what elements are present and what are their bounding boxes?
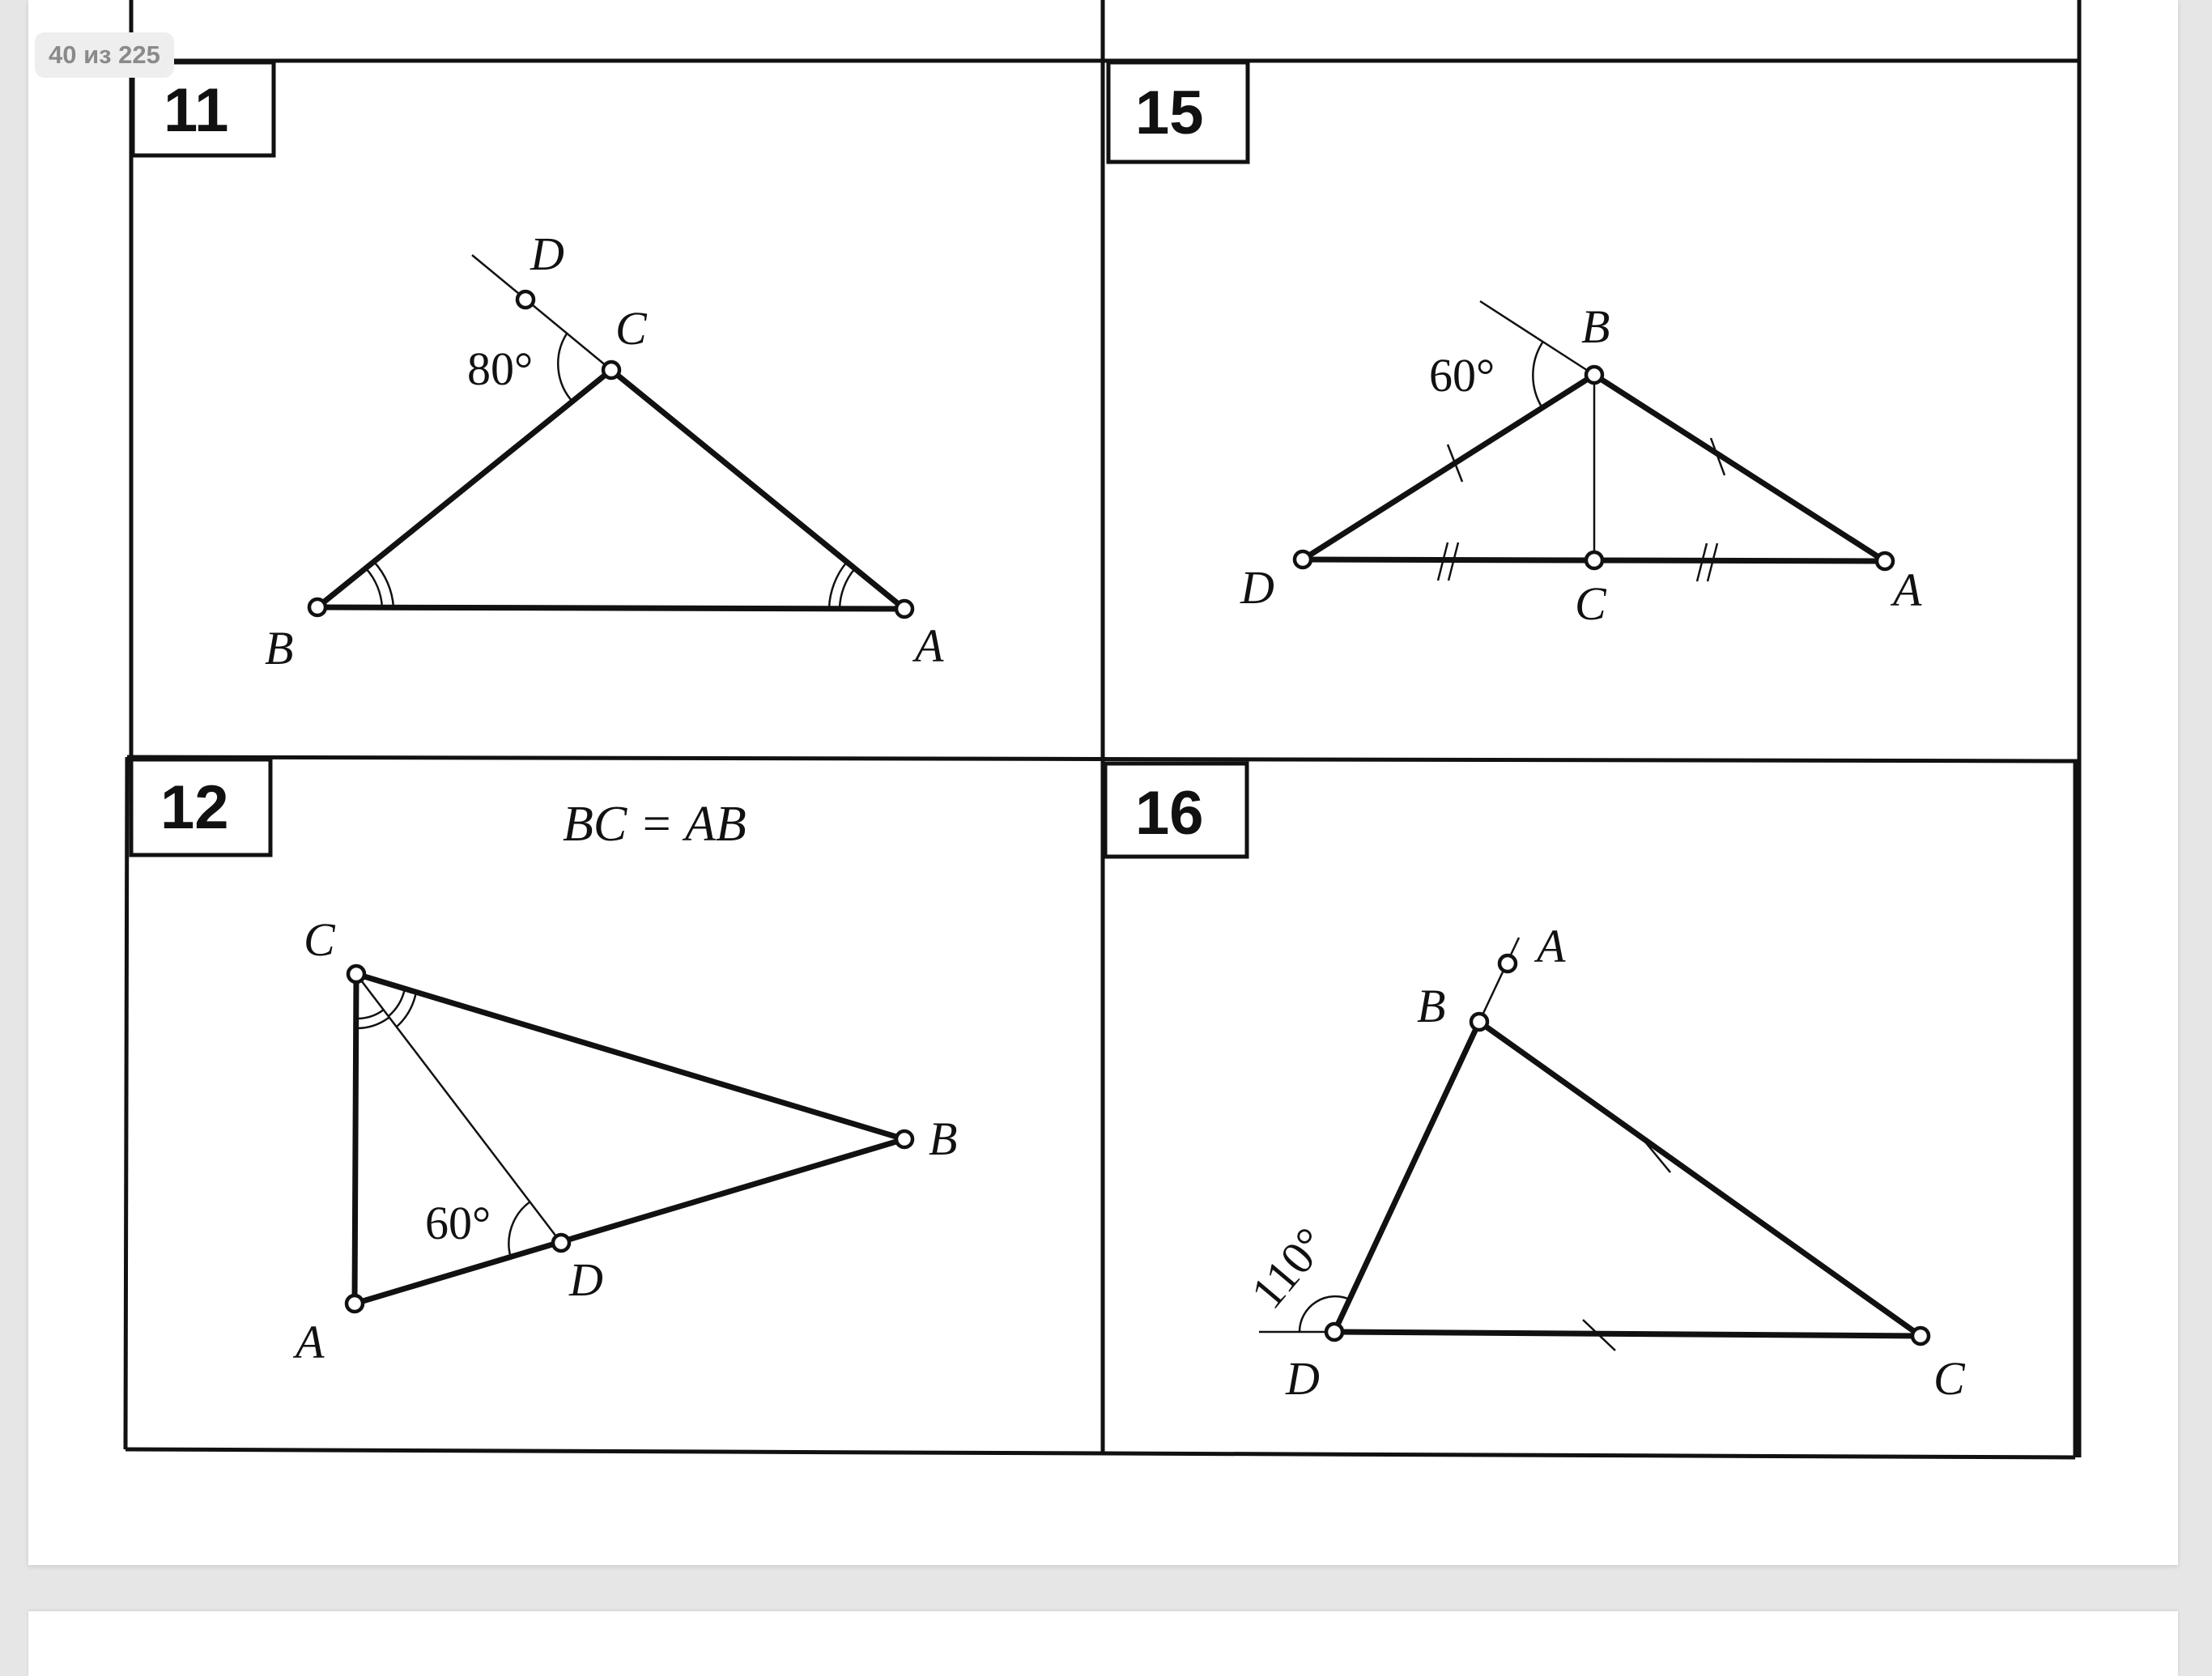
side-ca bbox=[611, 370, 904, 609]
point-d bbox=[1295, 551, 1311, 568]
side-cb bbox=[356, 974, 904, 1139]
label-b: B bbox=[929, 1112, 958, 1165]
point-d bbox=[1326, 1324, 1342, 1340]
point-a bbox=[896, 601, 912, 617]
problem-16 bbox=[1105, 764, 1966, 1405]
angle-arc bbox=[1533, 342, 1542, 408]
label-a: A bbox=[296, 1316, 325, 1368]
point-a bbox=[1499, 955, 1516, 972]
label-a: A bbox=[1537, 920, 1566, 972]
side-ba bbox=[1594, 375, 1885, 561]
label-d: D bbox=[530, 228, 564, 280]
side-db bbox=[1334, 1022, 1479, 1332]
angle-c-arc bbox=[389, 989, 405, 1016]
label-c: C bbox=[1933, 1352, 1965, 1405]
label-c: C bbox=[304, 913, 335, 966]
point-c bbox=[1586, 552, 1602, 568]
label-b: B bbox=[1417, 980, 1446, 1032]
label-a: A bbox=[915, 619, 944, 672]
point-d bbox=[517, 291, 534, 308]
point-c bbox=[603, 362, 619, 378]
extension-line bbox=[1480, 301, 1594, 375]
side-ca bbox=[355, 974, 356, 1304]
side-bc bbox=[317, 370, 611, 607]
angle-c-arc bbox=[356, 1010, 384, 1019]
extension-line bbox=[1479, 938, 1519, 1022]
angle-a-arc bbox=[840, 568, 855, 608]
label-d: D bbox=[1286, 1352, 1320, 1405]
problem-number: 15 bbox=[1135, 79, 1204, 147]
point-a bbox=[1877, 553, 1893, 569]
angle-label: 80° bbox=[467, 342, 534, 395]
problem-condition: BC = AB bbox=[563, 797, 747, 852]
side-db bbox=[1303, 375, 1594, 559]
point-c bbox=[1912, 1328, 1929, 1344]
label-d: D bbox=[1240, 561, 1274, 614]
angle-label: 60° bbox=[425, 1197, 491, 1249]
point-b bbox=[309, 599, 325, 615]
side-dc bbox=[1334, 1332, 1921, 1336]
point-a bbox=[347, 1295, 363, 1312]
angle-label: 60° bbox=[1429, 349, 1495, 402]
label-d: D bbox=[569, 1253, 603, 1306]
label-b: B bbox=[1581, 300, 1610, 353]
problem-12 bbox=[131, 759, 957, 1368]
problem-number: 11 bbox=[164, 76, 229, 145]
point-b bbox=[1471, 1014, 1487, 1030]
problem-number: 12 bbox=[160, 773, 229, 842]
label-c: C bbox=[1575, 577, 1606, 630]
problem-15 bbox=[1108, 62, 1922, 630]
point-d bbox=[553, 1235, 569, 1251]
angle-c-arc bbox=[397, 992, 416, 1027]
side-bc bbox=[1479, 1022, 1921, 1336]
point-b bbox=[1586, 367, 1602, 383]
angle-label: 110° bbox=[1240, 1217, 1338, 1319]
angle-b-arc bbox=[366, 568, 382, 607]
side-ba bbox=[317, 607, 904, 609]
label-a: A bbox=[1893, 564, 1922, 616]
problem-11 bbox=[133, 62, 944, 674]
angle-arc bbox=[558, 334, 573, 402]
label-c: C bbox=[615, 302, 647, 355]
problem-number: 16 bbox=[1135, 779, 1204, 848]
point-c bbox=[348, 966, 364, 982]
point-b bbox=[896, 1131, 912, 1147]
page-counter-badge: 40 из 225 bbox=[35, 32, 174, 78]
label-b: B bbox=[265, 622, 294, 674]
